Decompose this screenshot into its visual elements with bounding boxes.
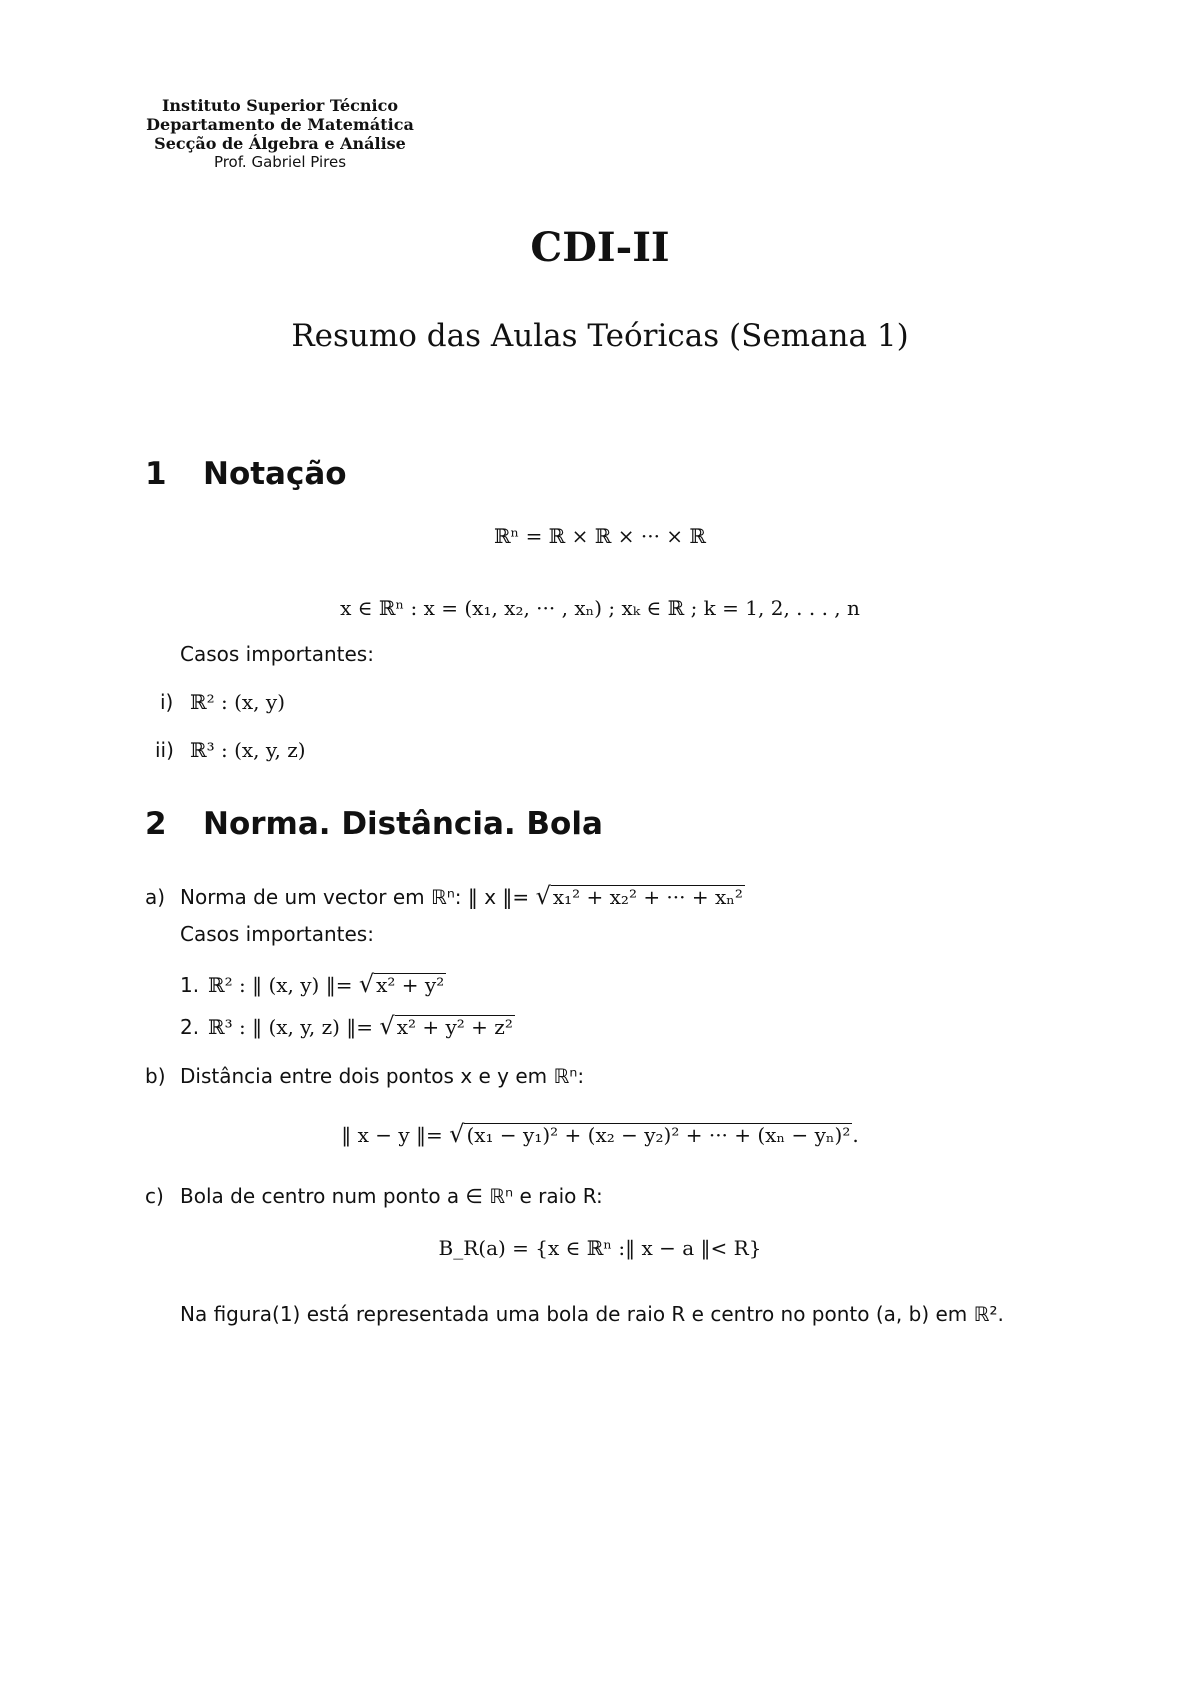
equation-rn-vector: x ∈ ℝⁿ : x = (x₁, x₂, ··· , xₙ) ; xₖ ∈ ℝ ; k = 1, 2, . . . , n: [340, 596, 860, 620]
item-label: c): [145, 1184, 164, 1208]
item-text: Norma de um vector em ℝⁿ: ‖ x ‖=: [180, 885, 530, 909]
equation-rn-product: ℝⁿ = ℝ × ℝ × ··· × ℝ: [493, 524, 707, 548]
sqrt-symbol: √: [535, 882, 551, 910]
equation-left: ‖ x − y ‖=: [341, 1123, 443, 1147]
sqrt-symbol: √: [449, 1120, 465, 1148]
cases-label: Casos importantes:: [180, 642, 374, 666]
department-name: Departamento de Matemática: [146, 115, 414, 134]
case-label: 2.: [180, 1015, 200, 1039]
section-number: 2: [145, 806, 167, 842]
norm-case-1: [180, 970, 446, 998]
equation-end: .: [852, 1123, 859, 1147]
case-expression: ℝ³ : (x, y, z): [190, 738, 306, 762]
case-i: [160, 690, 285, 714]
document-subtitle: Resumo das Aulas Teóricas (Semana 1): [291, 318, 909, 354]
item-c-ball: [145, 1184, 603, 1208]
sqrt-content: x₁² + x₂² + ··· + xₙ²: [552, 885, 743, 909]
section-title: Norma. Distância. Bola: [203, 806, 603, 842]
sqrt-content: (x₁ − y₁)² + (x₂ − y₂)² + ··· + (xₙ − yₙ)²: [466, 1123, 851, 1147]
case-label: ii): [155, 738, 174, 762]
case-expression: ℝ² : ‖ (x, y) ‖=: [208, 973, 353, 997]
norm-case-2: [180, 1012, 515, 1040]
section-title: Notação: [203, 456, 347, 492]
item-a-norm: [145, 882, 745, 910]
item-text: Distância entre dois pontos x e y em ℝⁿ:: [180, 1064, 585, 1088]
case-expression: ℝ² : (x, y): [190, 690, 285, 714]
institution-header: [140, 96, 420, 172]
institute-name: Instituto Superior Técnico: [161, 96, 399, 115]
section-heading-2: [145, 806, 603, 842]
professor-name: Prof. Gabriel Pires: [213, 153, 347, 171]
section-name: Secção de Álgebra e Análise: [154, 134, 406, 153]
item-text: Bola de centro num ponto a ∈ ℝⁿ e raio R:: [180, 1184, 603, 1208]
sqrt-symbol: √: [379, 1012, 395, 1040]
section-number: 1: [145, 456, 167, 492]
section-heading-1: [145, 456, 347, 492]
sqrt-content: x² + y²: [376, 973, 445, 997]
case-ii: [155, 738, 306, 762]
item-label: a): [145, 885, 166, 909]
document-title: CDI-II: [530, 224, 670, 271]
item-b-distance: [145, 1064, 584, 1088]
case-label: i): [160, 690, 174, 714]
case-label: 1.: [180, 973, 200, 997]
item-label: b): [145, 1064, 166, 1088]
cases-label-2: Casos importantes:: [180, 922, 374, 946]
equation-distance: [0, 1120, 1200, 1148]
equation-ball: B_R(a) = {x ∈ ℝⁿ :‖ x − a ‖< R}: [438, 1236, 762, 1260]
figure-reference-text: Na figura(1) está representada uma bola de raio R e centro no ponto (a, b) em ℝ².: [180, 1302, 1004, 1326]
sqrt-content: x² + y² + z²: [396, 1015, 513, 1039]
sqrt-symbol: √: [358, 970, 375, 998]
case-expression: ℝ³ : ‖ (x, y, z) ‖=: [208, 1015, 374, 1039]
